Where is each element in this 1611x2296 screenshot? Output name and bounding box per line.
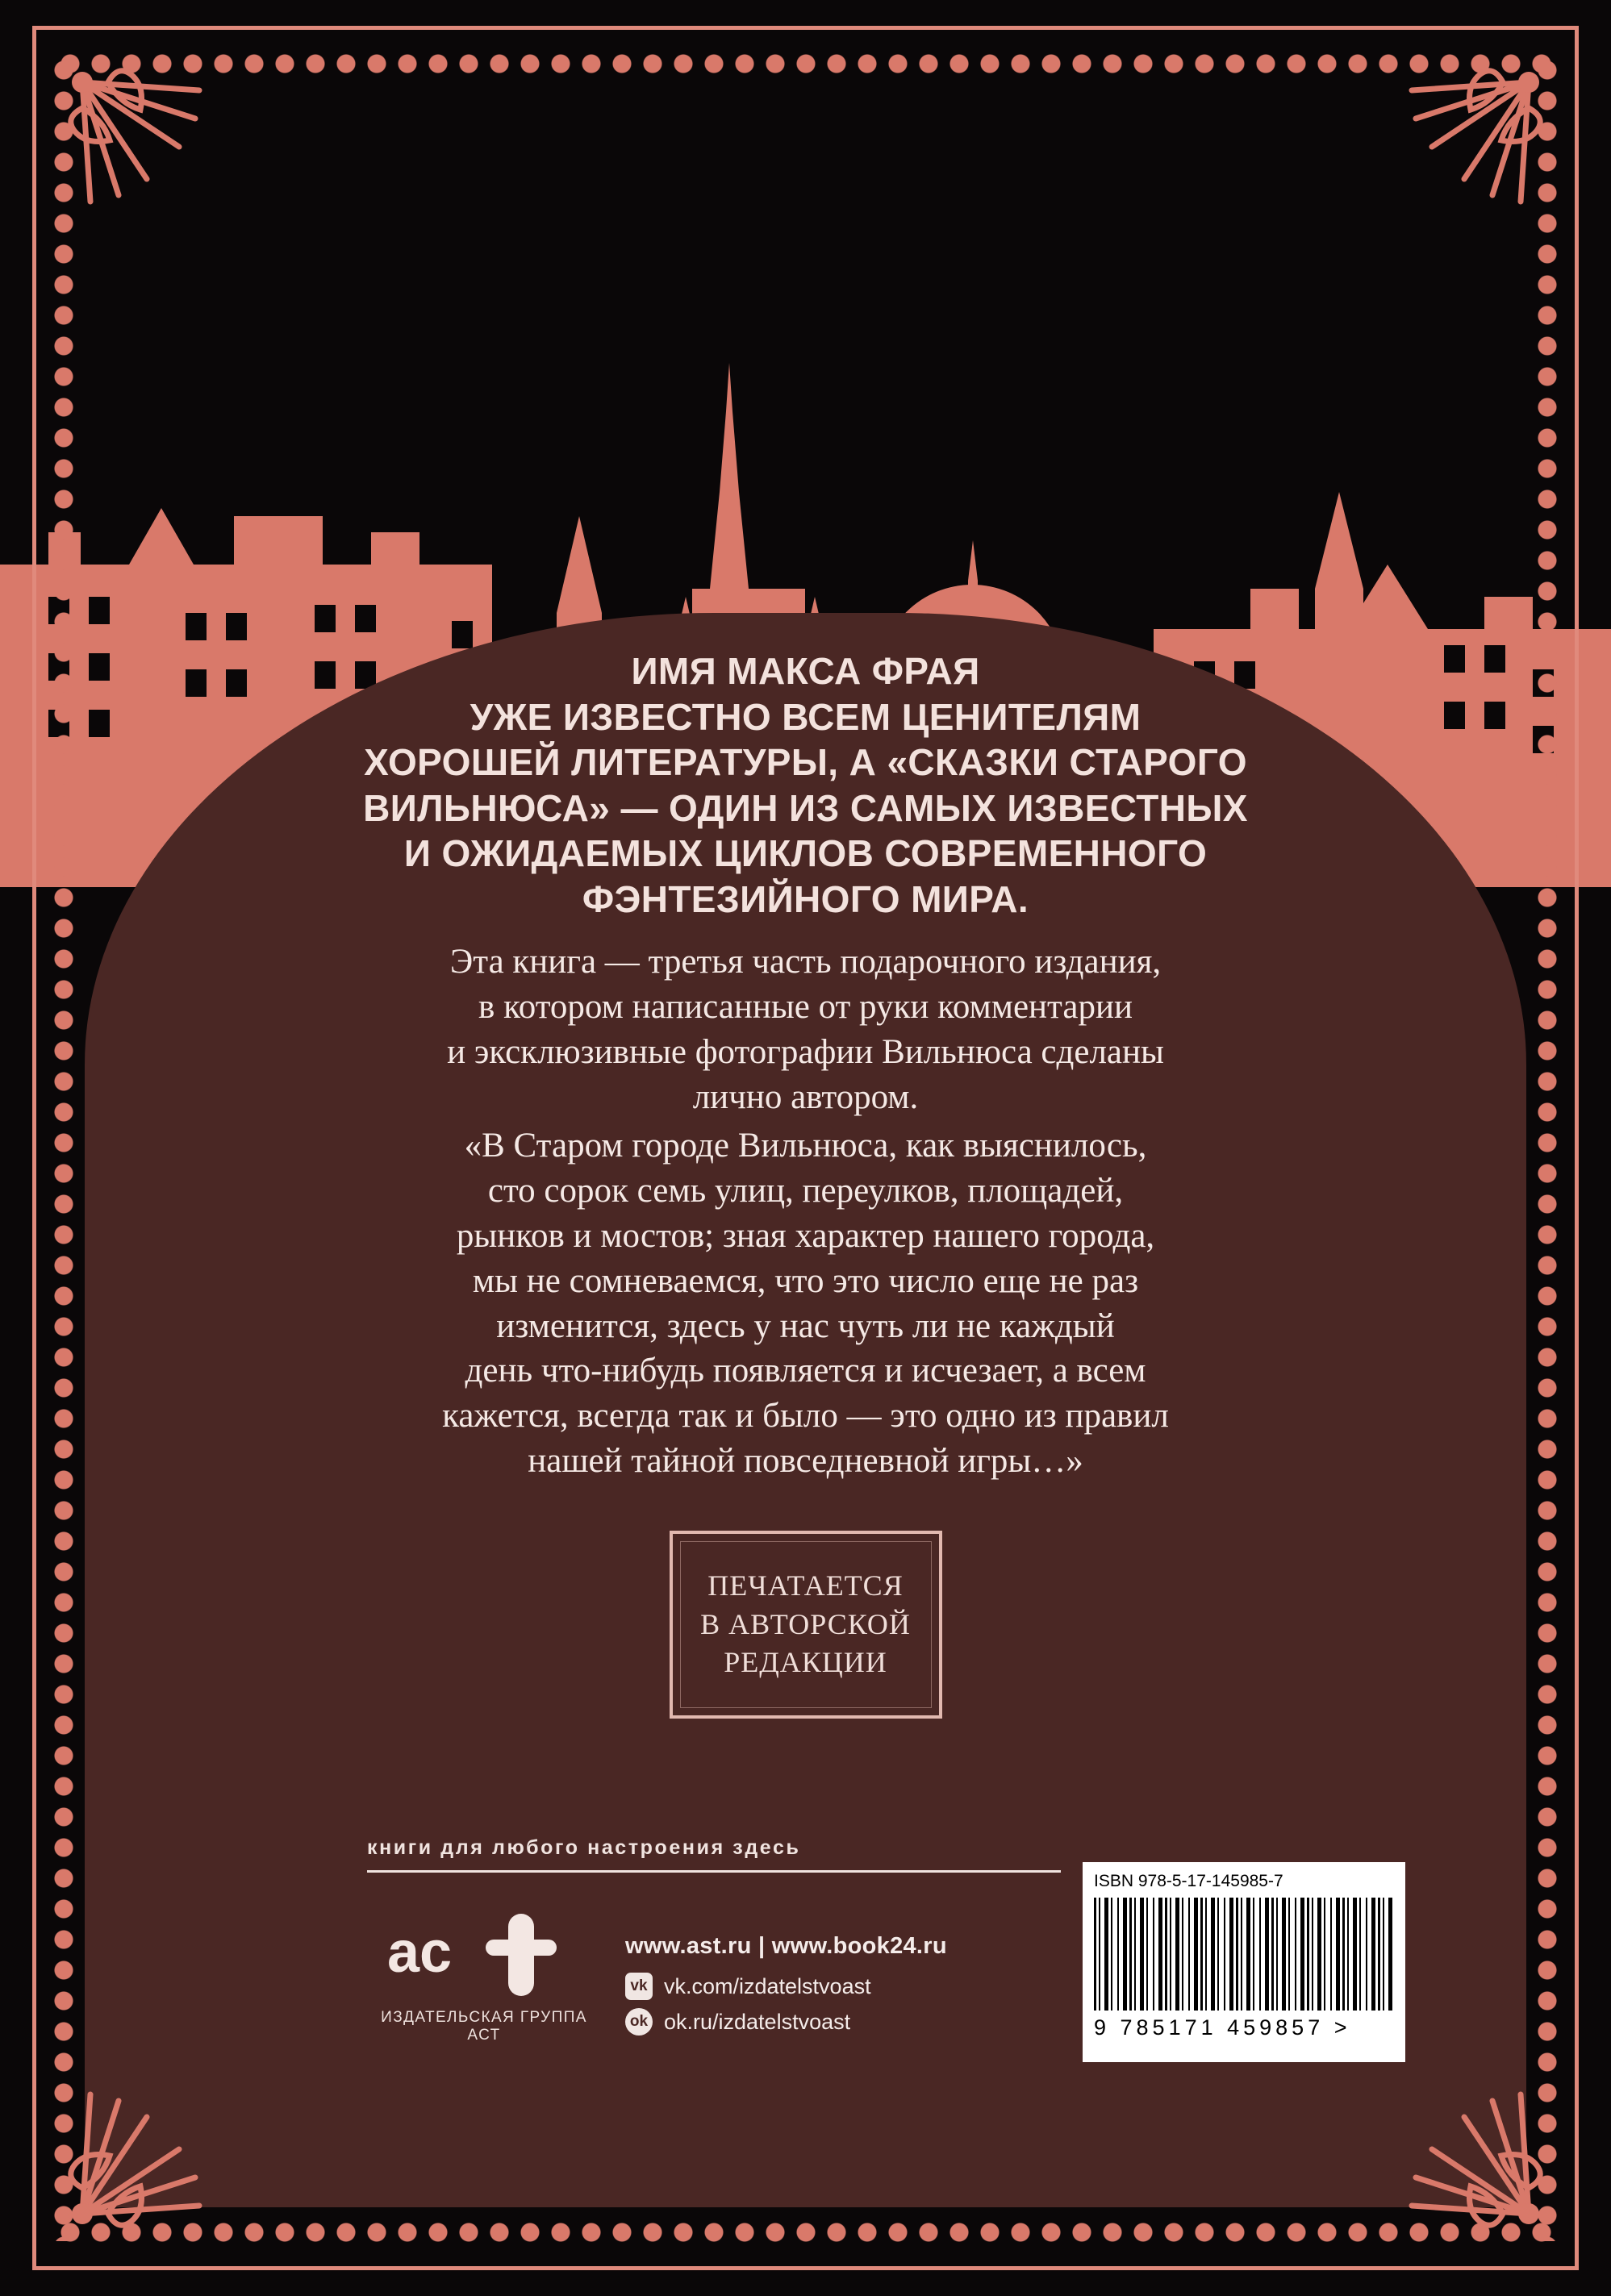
vk-icon: vk: [625, 1973, 653, 2000]
ok-icon: ok: [625, 2008, 653, 2036]
ornament-border-top: [55, 48, 1556, 79]
corner-ornament-icon: [58, 58, 219, 219]
blurb-body-line: Эта книга — третья часть подарочного издания,: [449, 943, 1162, 981]
blurb-body-line: день что-нибудь появляется и исчезает, а всем: [465, 1352, 1146, 1390]
ornament-border-right: [1532, 55, 1563, 2241]
blurb-headline-line: ИМЯ МАКСА ФРАЯ: [631, 650, 980, 692]
blurb-body-line: кажется, всегда так и было — это одно из правил: [442, 1397, 1169, 1436]
blurb-headline-line: И ОЖИДАЕМЫХ ЦИКЛОВ СОВРЕМЕННОГО: [403, 832, 1208, 875]
ok-link-text: ok.ru/izdatelstvoast: [664, 2009, 851, 2034]
blurb-body-line: «В Старом городе Вильнюса, как выяснилось,: [464, 1127, 1147, 1165]
stamp-line: В АВТОРСКОЙ: [700, 1607, 911, 1640]
corner-ornament-icon: [1392, 58, 1553, 219]
vk-link-text: vk.com/izdatelstvoast: [664, 1973, 871, 1998]
blurb-body-line: лично автором.: [692, 1078, 919, 1117]
ornament-border-bottom: [55, 2217, 1556, 2248]
blurb-body-line: нашей тайной повседневной игры…»: [528, 1442, 1083, 1481]
ornament-border-left: [48, 55, 79, 2241]
stamp-line: РЕДАКЦИИ: [724, 1646, 887, 1679]
blurb-headline-line: ВИЛЬНЮСА» — ОДИН ИЗ САМЫХ ИЗВЕСТНЫХ: [363, 786, 1248, 829]
corner-ornament-icon: [1392, 2077, 1553, 2238]
isbn-text: ISBN 978-5-17-145985-7: [1094, 1872, 1283, 1890]
blurb-body-line: в котором написанные от руки комментарии: [478, 988, 1133, 1027]
svg-text:ac: ac: [387, 1920, 453, 1985]
website-links[interactable]: www.ast.ru | www.book24.ru: [625, 1933, 947, 1959]
cover-border: [32, 26, 1579, 2270]
tagline: книги для любого настроения здесь: [367, 1836, 801, 1859]
blurb-body-line: мы не сомневаемся, что это число еще не раз: [472, 1261, 1139, 1300]
blurb-body-line: рынков и мостов; зная характер нашего города,: [456, 1216, 1155, 1255]
blurb-body-line: сто сорок семь улиц, переулков, площадей,: [487, 1171, 1124, 1210]
blurb-body-line: изменится, здесь у нас чуть ли не каждый: [496, 1306, 1115, 1345]
stamp-line: ПЕЧАТАЕТСЯ: [707, 1569, 904, 1602]
publisher-caption: ИЗДАТЕЛЬСКАЯ ГРУППА АСТ: [381, 2009, 587, 2044]
blurb-headline-line: ХОРОШЕЙ ЛИТЕРАТУРЫ, А «СКАЗКИ СТАРОГО: [364, 741, 1247, 784]
barcode-digits: 9 785171 459857 >: [1094, 2015, 1351, 2040]
blurb-headline-line: ФЭНТЕЗИЙНОГО МИРА.: [582, 877, 1029, 920]
corner-ornament-icon: [58, 2077, 219, 2238]
blurb-body-line: и эксклюзивные фотографии Вильнюса сделаны: [447, 1033, 1164, 1072]
blurb-headline-line: УЖЕ ИЗВЕСТНО ВСЕМ ЦЕНИТЕЛЯМ: [470, 695, 1141, 738]
